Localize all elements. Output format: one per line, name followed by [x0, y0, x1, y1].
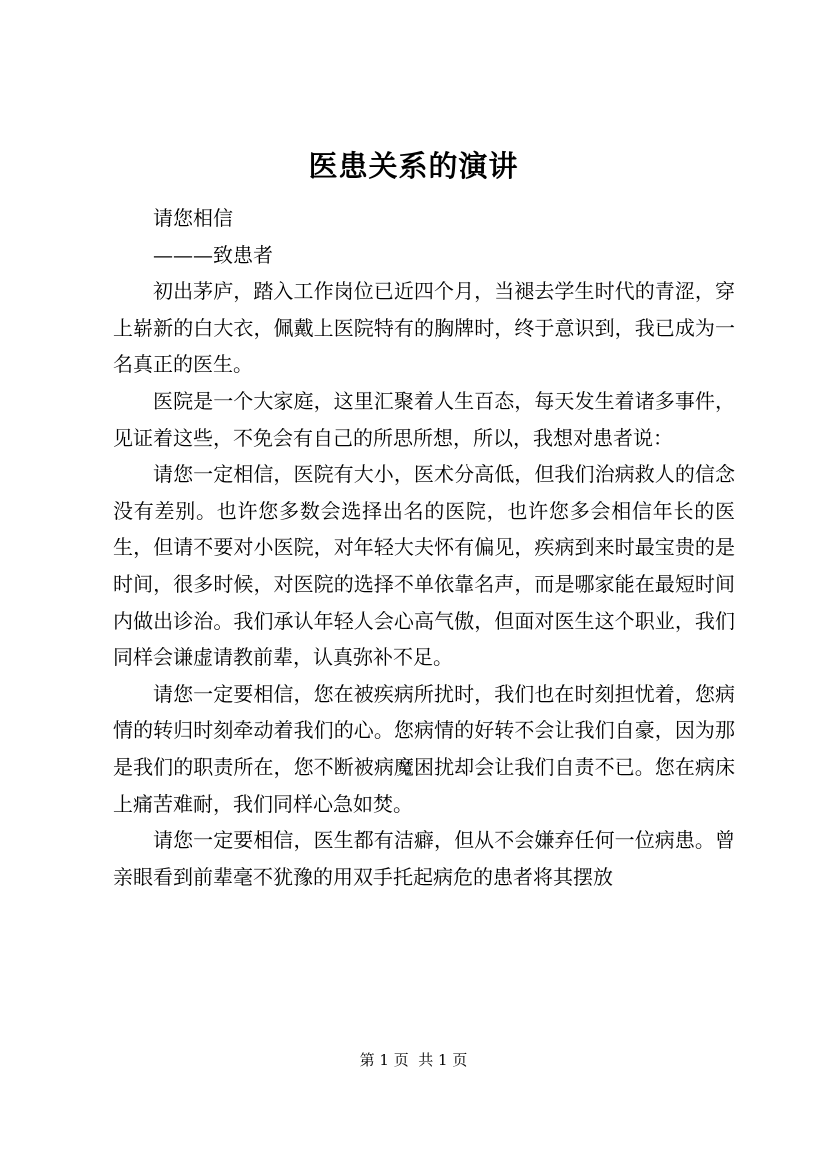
paragraph-heading: 请您相信 [153, 206, 233, 230]
paragraph-hospital-family: 医院是一个大家庭，这里汇聚着人生百态，每天发生着诸多事件，见证着这些，不免会有自己的所思所想，所以，我想对患者说： [113, 388, 735, 450]
document-title: 医患关系的演讲 [308, 149, 519, 183]
page-footer [0, 1050, 827, 1070]
document-body [113, 200, 735, 895]
paragraph-believe-3: 请您一定要相信，医生都有洁癖，但从不会嫌弃任何一位病患。曾亲眼看到前辈毫不犹豫的用双手托起病危的患者将其摆放 [113, 828, 735, 889]
page-number: 第 1 页 共 1 页 [359, 1051, 468, 1069]
paragraph-believe-1: 请您一定相信，医院有大小，医术分高低，但我们治病救人的信念没有差别。也许您多数会选择出名的医院，也许您多会相信年长的医生，但请不要对小医院，对年轻大夫怀有偏见，疾病到来时最宝贵的是时间，很多时候，对医院的选择不单依靠名声，而是哪家能在最短时间内做出诊治。我们承认年轻人会心高气傲，但面对医生这个职业，我们同样会谦虚请教前辈，认真弥补不足。 [113, 462, 735, 670]
paragraph-intro: 初出茅庐，踏入工作岗位已近四个月，当褪去学生时代的青涩，穿上崭新的白大衣，佩戴上医院特有的胸牌时，终于意识到，我已成为一名真正的医生。 [113, 279, 735, 377]
paragraph-believe-2: 请您一定要相信，您在被疾病所扰时，我们也在时刻担忧着，您病情的转归时刻牵动着我们的心。您病情的好转不会让我们自豪，因为那是我们的职责所在，您不断被病魔困扰却会让我们自责不已。您在病床上痛苦难耐，我们同样心急如焚。 [113, 681, 735, 816]
paragraph-dedication: ———致患者 [153, 242, 273, 267]
